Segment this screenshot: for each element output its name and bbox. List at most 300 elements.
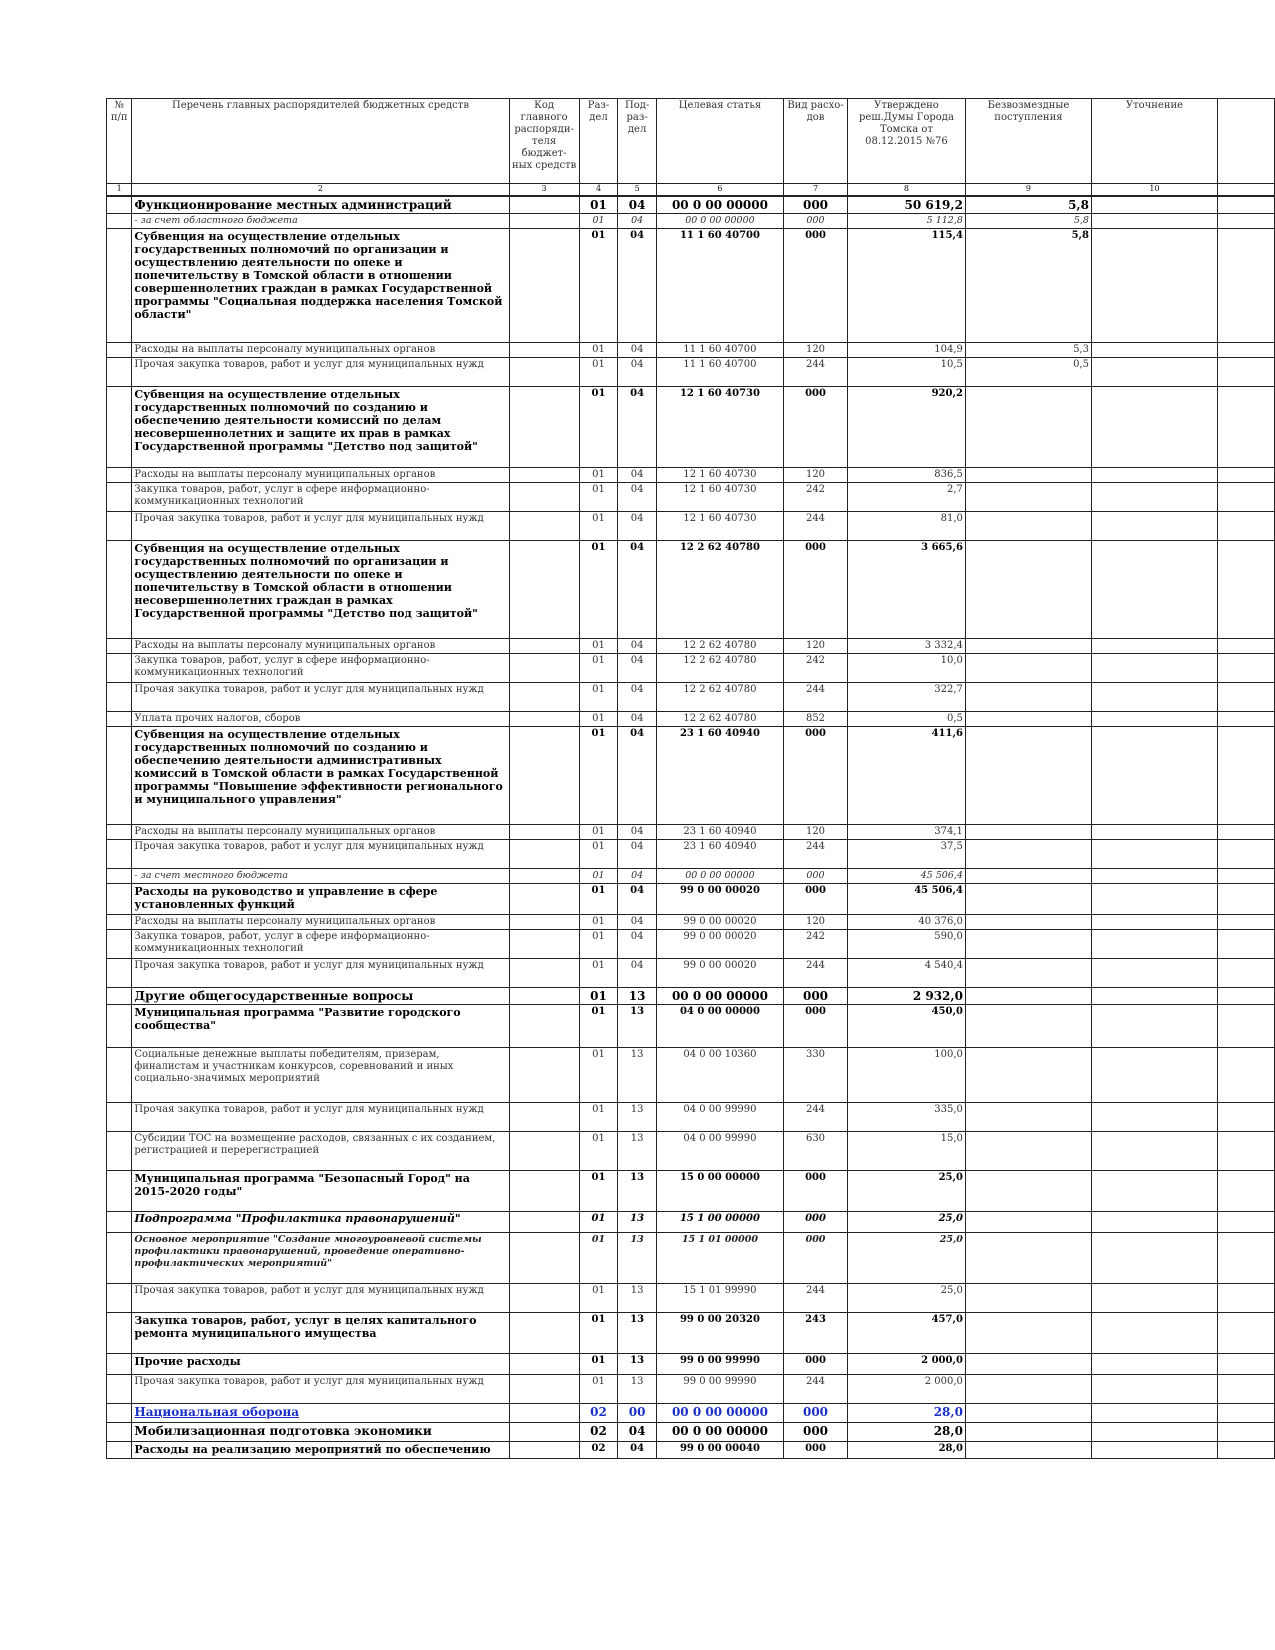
row-vid-cell: 242 xyxy=(783,930,847,959)
row-utochn-cell xyxy=(1091,639,1217,654)
row-podrazdel-cell: 13 xyxy=(618,1313,657,1354)
col-number: 6 xyxy=(656,184,783,197)
row-num-cell xyxy=(107,1442,132,1459)
row-podrazdel-cell: 04 xyxy=(618,483,657,512)
row-target-cell: 99 0 00 00020 xyxy=(656,915,783,930)
row-vid-cell: 630 xyxy=(783,1132,847,1171)
col-number: 9 xyxy=(965,184,1091,197)
row-razdel-cell: 02 xyxy=(579,1442,618,1459)
row-gratuit-cell xyxy=(965,840,1091,869)
row-num-cell xyxy=(107,1404,132,1423)
table-row xyxy=(107,1171,1275,1212)
row-num-cell xyxy=(107,483,132,512)
row-gratuit-cell xyxy=(965,1005,1091,1048)
row-gratuit-cell xyxy=(965,1171,1091,1212)
row-approved-cell: 2 000,0 xyxy=(848,1375,966,1404)
row-utochn-cell xyxy=(1091,541,1217,639)
row-gratuit-cell xyxy=(965,654,1091,683)
row-target-cell: 15 0 00 00000 xyxy=(656,1171,783,1212)
row-code-cell xyxy=(509,1442,579,1459)
row-approved-cell: 5 112,8 xyxy=(848,214,966,229)
row-utochn-cell xyxy=(1091,1442,1217,1459)
row-code-cell xyxy=(509,1404,579,1423)
row-vid-cell: 000 xyxy=(783,869,847,884)
col-header-extra xyxy=(1218,99,1275,184)
row-podrazdel-cell: 04 xyxy=(618,825,657,840)
column-number-row xyxy=(107,184,1275,197)
row-approved-cell: 4 540,4 xyxy=(848,959,966,988)
row-vid-cell: 242 xyxy=(783,483,847,512)
row-podrazdel-cell: 13 xyxy=(618,1103,657,1132)
row-code-cell xyxy=(509,988,579,1005)
row-code-cell xyxy=(509,959,579,988)
row-num-cell xyxy=(107,1233,132,1284)
row-vid-cell: 000 xyxy=(783,214,847,229)
table-row xyxy=(107,512,1275,541)
row-razdel-cell: 01 xyxy=(579,1284,618,1313)
row-target-cell: 99 0 00 99990 xyxy=(656,1354,783,1375)
row-name-cell: Субсидии ТОС на возмещение расходов, связанных с их созданием, регистрацией и перерегистрацией xyxy=(132,1132,509,1171)
row-razdel-cell: 01 xyxy=(579,1132,618,1171)
row-vid-cell: 330 xyxy=(783,1048,847,1103)
row-num-cell xyxy=(107,1005,132,1048)
row-name-cell: Прочая закупка товаров, работ и услуг для муниципальных нужд xyxy=(132,358,509,387)
row-code-cell xyxy=(509,229,579,343)
row-podrazdel-cell: 13 xyxy=(618,1212,657,1233)
row-code-cell xyxy=(509,387,579,468)
row-target-cell: 00 0 00 00000 xyxy=(656,1423,783,1442)
row-target-cell: 04 0 00 10360 xyxy=(656,1048,783,1103)
row-extra-cell xyxy=(1218,214,1275,229)
row-podrazdel-cell: 13 xyxy=(618,1284,657,1313)
row-vid-cell: 000 xyxy=(783,1423,847,1442)
row-gratuit-cell xyxy=(965,1212,1091,1233)
row-num-cell xyxy=(107,639,132,654)
row-podrazdel-cell: 04 xyxy=(618,468,657,483)
row-razdel-cell: 01 xyxy=(579,639,618,654)
row-num-cell xyxy=(107,840,132,869)
row-code-cell xyxy=(509,1313,579,1354)
row-approved-cell: 0,5 xyxy=(848,712,966,727)
col-header-num: № п/п xyxy=(107,99,132,184)
row-podrazdel-cell: 04 xyxy=(618,712,657,727)
table-row xyxy=(107,196,1275,214)
table-row xyxy=(107,1233,1275,1284)
row-extra-cell xyxy=(1218,1354,1275,1375)
row-name-cell: Основное мероприятие "Создание многоуровневой системы профилактики правонарушений, проведение оперативно-профилактических мероприятий" xyxy=(132,1233,509,1284)
row-utochn-cell xyxy=(1091,1233,1217,1284)
row-approved-cell: 3 665,6 xyxy=(848,541,966,639)
row-num-cell xyxy=(107,1103,132,1132)
row-extra-cell xyxy=(1218,1375,1275,1404)
row-num-cell xyxy=(107,214,132,229)
row-name-cell: Расходы на выплаты персоналу муниципальных органов xyxy=(132,639,509,654)
row-gratuit-cell: 5,8 xyxy=(965,214,1091,229)
row-target-cell: 12 1 60 40730 xyxy=(656,512,783,541)
row-gratuit-cell xyxy=(965,825,1091,840)
row-name-cell: Расходы на выплаты персоналу муниципальных органов xyxy=(132,915,509,930)
row-podrazdel-cell: 04 xyxy=(618,1442,657,1459)
row-target-cell: 11 1 60 40700 xyxy=(656,343,783,358)
row-gratuit-cell xyxy=(965,915,1091,930)
row-gratuit-cell xyxy=(965,930,1091,959)
row-target-cell: 00 0 00 00000 xyxy=(656,196,783,214)
row-num-cell xyxy=(107,387,132,468)
row-name-cell: Подпрограмма "Профилактика правонарушений" xyxy=(132,1212,509,1233)
row-podrazdel-cell: 04 xyxy=(618,343,657,358)
row-podrazdel-cell: 04 xyxy=(618,884,657,915)
row-approved-cell: 3 332,4 xyxy=(848,639,966,654)
row-gratuit-cell xyxy=(965,468,1091,483)
row-extra-cell xyxy=(1218,1132,1275,1171)
row-podrazdel-cell: 13 xyxy=(618,1233,657,1284)
row-podrazdel-cell: 04 xyxy=(618,229,657,343)
row-utochn-cell xyxy=(1091,512,1217,541)
table-row xyxy=(107,1442,1275,1459)
row-target-cell: 11 1 60 40700 xyxy=(656,358,783,387)
row-razdel-cell: 01 xyxy=(579,884,618,915)
row-razdel-cell: 01 xyxy=(579,214,618,229)
row-code-cell xyxy=(509,1233,579,1284)
row-extra-cell xyxy=(1218,683,1275,712)
row-name-cell: Закупка товаров, работ, услуг в целях капитального ремонта муниципального имущества xyxy=(132,1313,509,1354)
row-code-cell xyxy=(509,869,579,884)
row-extra-cell xyxy=(1218,387,1275,468)
row-target-cell: 23 1 60 40940 xyxy=(656,840,783,869)
row-gratuit-cell xyxy=(965,1404,1091,1423)
row-approved-cell: 411,6 xyxy=(848,727,966,825)
row-gratuit-cell xyxy=(965,1284,1091,1313)
row-approved-cell: 2 932,0 xyxy=(848,988,966,1005)
row-extra-cell xyxy=(1218,1171,1275,1212)
row-utochn-cell xyxy=(1091,840,1217,869)
row-num-cell xyxy=(107,884,132,915)
row-vid-cell: 000 xyxy=(783,1442,847,1459)
row-utochn-cell xyxy=(1091,1354,1217,1375)
row-vid-cell: 000 xyxy=(783,1233,847,1284)
row-vid-cell: 120 xyxy=(783,915,847,930)
col-header-gratuit: Безвозмездные поступления xyxy=(965,99,1091,184)
row-podrazdel-cell: 13 xyxy=(618,1375,657,1404)
row-code-cell xyxy=(509,1284,579,1313)
table-row xyxy=(107,358,1275,387)
row-code-cell xyxy=(509,712,579,727)
row-utochn-cell xyxy=(1091,1313,1217,1354)
row-razdel-cell: 01 xyxy=(579,358,618,387)
col-number: 4 xyxy=(579,184,618,197)
row-extra-cell xyxy=(1218,1404,1275,1423)
row-code-cell xyxy=(509,654,579,683)
row-extra-cell xyxy=(1218,512,1275,541)
row-gratuit-cell xyxy=(965,869,1091,884)
row-name-cell: Прочая закупка товаров, работ и услуг для муниципальных нужд xyxy=(132,840,509,869)
row-razdel-cell: 02 xyxy=(579,1423,618,1442)
row-code-cell xyxy=(509,541,579,639)
row-podrazdel-cell: 04 xyxy=(618,654,657,683)
row-num-cell xyxy=(107,825,132,840)
row-razdel-cell: 01 xyxy=(579,712,618,727)
row-utochn-cell xyxy=(1091,930,1217,959)
row-num-cell xyxy=(107,1171,132,1212)
row-target-cell: 23 1 60 40940 xyxy=(656,727,783,825)
row-podrazdel-cell: 13 xyxy=(618,1171,657,1212)
row-utochn-cell xyxy=(1091,343,1217,358)
row-approved-cell: 81,0 xyxy=(848,512,966,541)
table-row xyxy=(107,915,1275,930)
row-num-cell xyxy=(107,468,132,483)
row-extra-cell xyxy=(1218,930,1275,959)
row-podrazdel-cell: 13 xyxy=(618,1048,657,1103)
row-gratuit-cell: 5,3 xyxy=(965,343,1091,358)
table-row xyxy=(107,541,1275,639)
row-approved-cell: 100,0 xyxy=(848,1048,966,1103)
row-extra-cell xyxy=(1218,483,1275,512)
row-utochn-cell xyxy=(1091,1103,1217,1132)
row-razdel-cell: 01 xyxy=(579,1005,618,1048)
row-razdel-cell: 01 xyxy=(579,1048,618,1103)
row-podrazdel-cell: 00 xyxy=(618,1404,657,1423)
row-approved-cell: 10,5 xyxy=(848,358,966,387)
row-utochn-cell xyxy=(1091,196,1217,214)
row-target-cell: 99 0 00 99990 xyxy=(656,1375,783,1404)
row-utochn-cell xyxy=(1091,358,1217,387)
row-razdel-cell: 01 xyxy=(579,1233,618,1284)
row-num-cell xyxy=(107,1423,132,1442)
row-utochn-cell xyxy=(1091,959,1217,988)
row-razdel-cell: 01 xyxy=(579,343,618,358)
row-name-cell: Субвенция на осуществление отдельных государственных полномочий по созданию и обеспечению деятельности административных комиссий в Томской области в рамках Государственной программы "Повышение эффективности регионального и муниципального управления" xyxy=(132,727,509,825)
row-razdel-cell: 01 xyxy=(579,654,618,683)
row-vid-cell: 000 xyxy=(783,1404,847,1423)
row-gratuit-cell xyxy=(965,387,1091,468)
row-approved-cell: 450,0 xyxy=(848,1005,966,1048)
col-number: 2 xyxy=(132,184,509,197)
row-num-cell xyxy=(107,343,132,358)
table-row xyxy=(107,884,1275,915)
row-code-cell xyxy=(509,1212,579,1233)
row-podrazdel-cell: 04 xyxy=(618,512,657,541)
row-utochn-cell xyxy=(1091,727,1217,825)
table-row xyxy=(107,1103,1275,1132)
row-name-cell: Расходы на выплаты персоналу муниципальных органов xyxy=(132,468,509,483)
row-code-cell xyxy=(509,358,579,387)
row-extra-cell xyxy=(1218,840,1275,869)
row-vid-cell: 244 xyxy=(783,959,847,988)
row-gratuit-cell xyxy=(965,512,1091,541)
row-approved-cell: 37,5 xyxy=(848,840,966,869)
row-code-cell xyxy=(509,1005,579,1048)
row-gratuit-cell xyxy=(965,1103,1091,1132)
col-number: 1 xyxy=(107,184,132,197)
row-target-cell: 99 0 00 00020 xyxy=(656,884,783,915)
row-vid-cell: 244 xyxy=(783,683,847,712)
row-podrazdel-cell: 04 xyxy=(618,959,657,988)
row-podrazdel-cell: 13 xyxy=(618,988,657,1005)
row-target-cell: 99 0 00 00040 xyxy=(656,1442,783,1459)
table-row xyxy=(107,468,1275,483)
row-approved-cell: 2,7 xyxy=(848,483,966,512)
col-header-razdel: Раз-дел xyxy=(579,99,618,184)
table-row xyxy=(107,840,1275,869)
row-gratuit-cell xyxy=(965,683,1091,712)
row-num-cell xyxy=(107,1212,132,1233)
row-gratuit-cell xyxy=(965,1233,1091,1284)
table-row xyxy=(107,1132,1275,1171)
row-extra-cell xyxy=(1218,343,1275,358)
row-approved-cell: 25,0 xyxy=(848,1212,966,1233)
row-target-cell: 04 0 00 99990 xyxy=(656,1132,783,1171)
row-utochn-cell xyxy=(1091,1048,1217,1103)
row-podrazdel-cell: 04 xyxy=(618,387,657,468)
row-code-cell xyxy=(509,1103,579,1132)
row-name-cell: Субвенция на осуществление отдельных государственных полномочий по организации и осуществлению деятельности по опеке и попечительству в Томской области в отношении совершеннолетних граждан в рамках Государственной программы "Социальная поддержка населения Томской области" xyxy=(132,229,509,343)
row-target-cell: 23 1 60 40940 xyxy=(656,825,783,840)
row-code-cell xyxy=(509,1423,579,1442)
row-approved-cell: 25,0 xyxy=(848,1171,966,1212)
row-vid-cell: 244 xyxy=(783,512,847,541)
col-number: 5 xyxy=(618,184,657,197)
row-name-cell: Социальные денежные выплаты победителям, призерам, финалистам и участникам конкурсов, соревнований и иных социально-значимых мероприятий xyxy=(132,1048,509,1103)
row-extra-cell xyxy=(1218,1313,1275,1354)
row-extra-cell xyxy=(1218,1005,1275,1048)
row-vid-cell: 244 xyxy=(783,840,847,869)
row-target-cell: 12 2 62 40780 xyxy=(656,654,783,683)
table-row xyxy=(107,869,1275,884)
row-approved-cell: 115,4 xyxy=(848,229,966,343)
row-vid-cell: 000 xyxy=(783,196,847,214)
row-name-cell: Функционирование местных администраций xyxy=(132,196,509,214)
row-extra-cell xyxy=(1218,1103,1275,1132)
row-utochn-cell xyxy=(1091,884,1217,915)
row-approved-cell: 28,0 xyxy=(848,1423,966,1442)
table-row xyxy=(107,1048,1275,1103)
row-podrazdel-cell: 04 xyxy=(618,1423,657,1442)
row-approved-cell: 104,9 xyxy=(848,343,966,358)
row-target-cell: 12 2 62 40780 xyxy=(656,712,783,727)
row-extra-cell xyxy=(1218,358,1275,387)
row-name-cell: Уплата прочих налогов, сборов xyxy=(132,712,509,727)
row-podrazdel-cell: 04 xyxy=(618,196,657,214)
row-utochn-cell xyxy=(1091,1404,1217,1423)
row-gratuit-cell xyxy=(965,541,1091,639)
col-number: 3 xyxy=(509,184,579,197)
table-row xyxy=(107,1005,1275,1048)
row-code-cell xyxy=(509,1375,579,1404)
row-razdel-cell: 01 xyxy=(579,1103,618,1132)
row-gratuit-cell xyxy=(965,1442,1091,1459)
row-target-cell: 04 0 00 99990 xyxy=(656,1103,783,1132)
row-gratuit-cell: 5,8 xyxy=(965,229,1091,343)
row-vid-cell: 000 xyxy=(783,387,847,468)
row-razdel-cell: 01 xyxy=(579,229,618,343)
row-vid-cell: 120 xyxy=(783,343,847,358)
row-code-cell xyxy=(509,1354,579,1375)
row-extra-cell xyxy=(1218,959,1275,988)
row-utochn-cell xyxy=(1091,1005,1217,1048)
row-utochn-cell xyxy=(1091,483,1217,512)
row-vid-cell: 000 xyxy=(783,1005,847,1048)
row-target-cell: 00 0 00 00000 xyxy=(656,988,783,1005)
row-utochn-cell xyxy=(1091,468,1217,483)
row-utochn-cell xyxy=(1091,214,1217,229)
row-name-cell: Прочая закупка товаров, работ и услуг для муниципальных нужд xyxy=(132,1284,509,1313)
row-vid-cell: 852 xyxy=(783,712,847,727)
row-extra-cell xyxy=(1218,654,1275,683)
table-row xyxy=(107,229,1275,343)
col-number: 8 xyxy=(848,184,966,197)
row-num-cell xyxy=(107,512,132,541)
row-code-cell xyxy=(509,930,579,959)
row-utochn-cell xyxy=(1091,1375,1217,1404)
row-num-cell xyxy=(107,915,132,930)
col-number: 10 xyxy=(1091,184,1217,197)
col-number: 7 xyxy=(783,184,847,197)
col-header-target: Целевая статья xyxy=(656,99,783,184)
row-name-cell: - за счет областного бюджета xyxy=(132,214,509,229)
row-razdel-cell: 01 xyxy=(579,840,618,869)
row-num-cell xyxy=(107,727,132,825)
row-code-cell xyxy=(509,1171,579,1212)
row-utochn-cell xyxy=(1091,712,1217,727)
row-extra-cell xyxy=(1218,1284,1275,1313)
row-podrazdel-cell: 13 xyxy=(618,1132,657,1171)
row-code-cell xyxy=(509,1132,579,1171)
row-approved-cell: 920,2 xyxy=(848,387,966,468)
row-name-cell: Муниципальная программа "Развитие городского сообщества" xyxy=(132,1005,509,1048)
row-vid-cell: 000 xyxy=(783,988,847,1005)
row-approved-cell: 50 619,2 xyxy=(848,196,966,214)
row-vid-cell: 120 xyxy=(783,825,847,840)
table-row xyxy=(107,387,1275,468)
row-podrazdel-cell: 04 xyxy=(618,541,657,639)
table-row xyxy=(107,483,1275,512)
row-podrazdel-cell: 04 xyxy=(618,358,657,387)
row-vid-cell: 000 xyxy=(783,1354,847,1375)
row-target-cell: 12 1 60 40730 xyxy=(656,387,783,468)
row-podrazdel-cell: 04 xyxy=(618,840,657,869)
row-name-cell: Прочая закупка товаров, работ и услуг для муниципальных нужд xyxy=(132,959,509,988)
row-num-cell xyxy=(107,1048,132,1103)
row-name-cell: Закупка товаров, работ, услуг в сфере информационно-коммуникационных технологий xyxy=(132,930,509,959)
row-name-cell: Субвенция на осуществление отдельных государственных полномочий по организации и осуществлению деятельности по опеке и попечительству в Томской области в отношении несовершеннолетних граждан в рамках Государственной программы "Детство под защитой" xyxy=(132,541,509,639)
row-utochn-cell xyxy=(1091,683,1217,712)
row-razdel-cell: 01 xyxy=(579,1212,618,1233)
row-target-cell: 00 0 00 00000 xyxy=(656,1404,783,1423)
row-approved-cell: 25,0 xyxy=(848,1233,966,1284)
row-gratuit-cell xyxy=(965,727,1091,825)
row-num-cell xyxy=(107,930,132,959)
row-code-cell xyxy=(509,639,579,654)
row-approved-cell: 374,1 xyxy=(848,825,966,840)
row-name-cell: Прочая закупка товаров, работ и услуг для муниципальных нужд xyxy=(132,683,509,712)
row-extra-cell xyxy=(1218,1423,1275,1442)
row-num-cell xyxy=(107,1354,132,1375)
row-code-cell xyxy=(509,840,579,869)
row-target-cell: 00 0 00 00000 xyxy=(656,214,783,229)
row-num-cell xyxy=(107,229,132,343)
row-extra-cell xyxy=(1218,1212,1275,1233)
row-num-cell xyxy=(107,869,132,884)
row-vid-cell: 120 xyxy=(783,468,847,483)
row-target-cell: 99 0 00 00020 xyxy=(656,930,783,959)
row-target-cell: 00 0 00 00000 xyxy=(656,869,783,884)
row-code-cell xyxy=(509,1048,579,1103)
row-vid-cell: 242 xyxy=(783,654,847,683)
row-code-cell xyxy=(509,884,579,915)
row-vid-cell: 244 xyxy=(783,1103,847,1132)
row-razdel-cell: 01 xyxy=(579,727,618,825)
row-razdel-cell: 01 xyxy=(579,930,618,959)
